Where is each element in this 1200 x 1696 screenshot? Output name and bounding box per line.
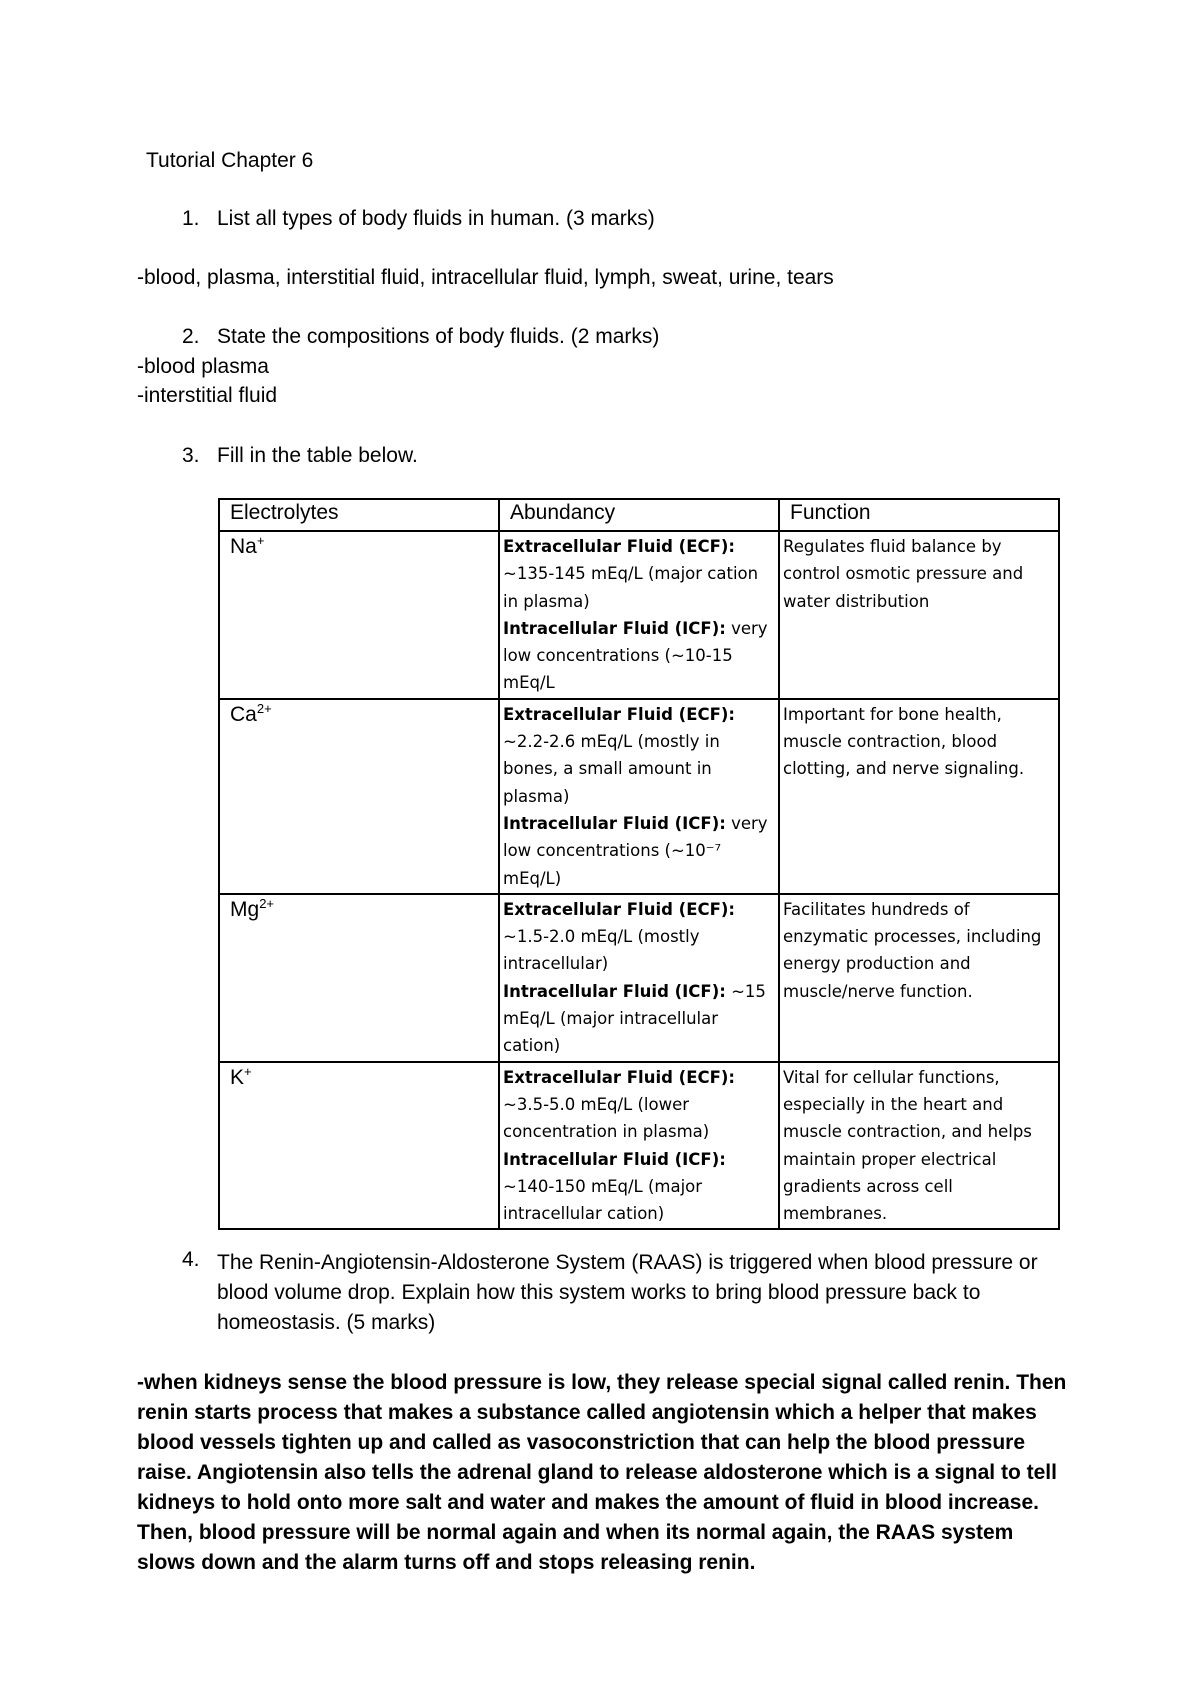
answer-2-line-2: -interstitial fluid <box>137 384 278 407</box>
ecf-text: ~2.2-2.6 mEq/L (mostly in bones, a small amount in plasma) <box>503 732 720 806</box>
ecf-text: ~135-145 mEq/L (major cation in plasma) <box>503 564 759 611</box>
abundancy-cell <box>499 894 779 1062</box>
function-cell: Facilitates hundreds of enzymatic processes, including energy production and muscle/nerve function. <box>779 894 1059 1062</box>
ecf-text: ~3.5-5.0 mEq/L (lower concentration in plasma) <box>503 1094 710 1142</box>
electrolyte-cell <box>219 894 499 1062</box>
table-row <box>219 531 1059 699</box>
icf-text: very low concentrations (~10-15 mEq/L <box>503 618 768 693</box>
electrolyte-cell <box>219 531 499 699</box>
electrolyte-symbol: Na <box>230 535 257 558</box>
table-row <box>219 894 1059 1062</box>
answer-2-line-1: -blood plasma <box>137 355 269 378</box>
question-2-number: 2. <box>182 325 200 348</box>
question-4-text: The Renin-Angiotensin-Aldosterone System (RAAS) is triggered when blood pressure or blood volume drop. Explain how this system works to bring blood pressure back to homeostasis. (5 marks) <box>217 1251 1038 1334</box>
header-function: Function <box>779 499 1059 531</box>
table-header-row <box>219 499 1059 531</box>
electrolyte-symbol: Mg <box>230 897 260 921</box>
ecf-label: Extracellular Fluid (ECF): <box>503 537 735 556</box>
question-4-number: 4. <box>182 1248 200 1271</box>
electrolyte-symbol: K <box>230 1065 245 1089</box>
electrolyte-charge: 2+ <box>259 895 275 911</box>
ecf-label: Extracellular Fluid (ECF): <box>503 899 735 919</box>
icf-text: ~15 mEq/L (major intracellular cation) <box>503 981 766 1056</box>
answer-1: -blood, plasma, interstitial fluid, intracellular fluid, lymph, sweat, urine, tears <box>137 266 834 289</box>
icf-text: very low concentrations (~10⁻⁷ mEq/L) <box>503 813 768 888</box>
icf-label: Intracellular Fluid (ICF): <box>503 813 726 833</box>
function-cell: Vital for cellular functions, especially in the heart and muscle contraction, and helps maintain proper electrical gradients across cell membranes. <box>779 1062 1059 1230</box>
question-2-text: State the compositions of body fluids. (2 marks) <box>217 325 660 348</box>
answer-4: -when kidneys sense the blood pressure is low, they release special signal called renin. Then renin starts process that makes a substance called angiotensin which a helper that makes blood vessels tighten up and called as vasoconstriction that can help the blood pressure raise. Angiotensin also tells the adrenal gland to release aldosterone which is a signal to tell kidneys to hold onto more salt and water and makes the amount of fluid in blood increase. Then, blood pressure will be normal again and when its normal again, the RAAS system slows down and the alarm turns off and stops releasing renin. <box>137 1371 1067 1574</box>
icf-text: ~140-150 mEq/L (major intracellular cation) <box>503 1176 703 1224</box>
table-row <box>219 1062 1059 1230</box>
question-1-number: 1. <box>182 207 200 230</box>
question-3-number: 3. <box>182 444 200 467</box>
ecf-label: Extracellular Fluid (ECF): <box>503 704 735 724</box>
electrolyte-charge: 2+ <box>256 700 272 716</box>
electrolyte-charge: + <box>256 533 265 548</box>
abundancy-cell <box>499 1062 779 1230</box>
electrolyte-symbol: Ca <box>230 702 257 726</box>
function-cell: Important for bone health, muscle contraction, blood clotting, and nerve signaling. <box>779 699 1059 894</box>
question-1-text: List all types of body fluids in human. (3 marks) <box>217 207 655 230</box>
table-row <box>219 699 1059 894</box>
abundancy-cell <box>499 699 779 894</box>
icf-label: Intracellular Fluid (ICF): <box>503 618 726 638</box>
ecf-label: Extracellular Fluid (ECF): <box>503 1067 735 1087</box>
electrolyte-cell <box>219 699 499 894</box>
electrolyte-charge: + <box>244 1063 252 1079</box>
abundancy-cell <box>499 531 779 699</box>
function-cell: Regulates fluid balance by control osmotic pressure and water distribution <box>779 531 1059 699</box>
icf-label: Intracellular Fluid (ICF): <box>503 981 726 1001</box>
icf-label: Intracellular Fluid (ICF): <box>503 1149 726 1169</box>
ecf-text: ~1.5-2.0 mEq/L (mostly intracellular) <box>503 927 700 974</box>
document-title: Tutorial Chapter 6 <box>146 149 314 172</box>
question-3-text: Fill in the table below. <box>217 444 418 467</box>
electrolytes-table <box>218 498 1060 1230</box>
header-electrolytes: Electrolytes <box>219 499 499 531</box>
header-abundancy: Abundancy <box>499 499 779 531</box>
electrolyte-cell <box>219 1062 499 1230</box>
